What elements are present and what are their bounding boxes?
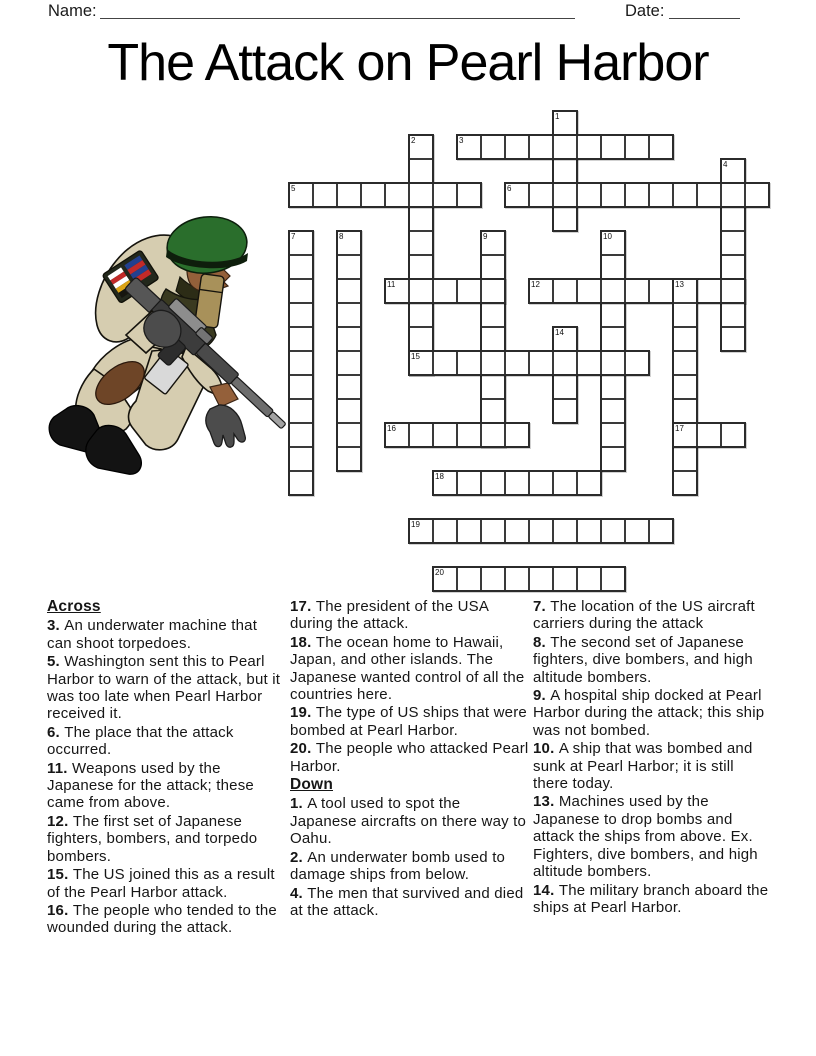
cell-divider — [290, 302, 312, 304]
cell-divider — [408, 424, 410, 446]
cell-divider — [338, 446, 360, 448]
cell-divider — [552, 352, 554, 374]
cell-divider — [602, 446, 624, 448]
cell-divider — [528, 520, 530, 542]
cell-divider — [602, 326, 624, 328]
cell-divider — [338, 302, 360, 304]
cell-divider — [504, 352, 506, 374]
cell-divider — [624, 136, 626, 158]
word-6-across[interactable] — [504, 182, 770, 208]
cell-divider — [600, 136, 602, 158]
cell-divider — [528, 184, 530, 206]
cell-divider — [338, 350, 360, 352]
cell-divider — [722, 254, 744, 256]
cell-divider — [722, 230, 744, 232]
cell-number-6: 6 — [507, 183, 512, 193]
across-clue-19: 19. The type of US ships that were bombed at Pearl Harbor. — [290, 704, 527, 739]
cell-divider — [456, 472, 458, 494]
down-clue-13: 13. Machines used by the Japanese to drop bombs and attack the ships from above. Ex. Fighters, dive bombers, and high altitude bombers. — [533, 793, 758, 881]
word-18-across[interactable] — [432, 470, 602, 496]
cell-divider — [576, 568, 578, 590]
across-clue-20: 20. The people who attacked Pearl Harbor. — [290, 740, 529, 775]
across-clue-6: 6. The place that the attack occurred. — [47, 723, 234, 759]
cell-divider — [648, 520, 650, 542]
cell-number-1: 1 — [555, 111, 560, 121]
cell-divider — [674, 302, 696, 304]
cell-divider — [480, 568, 482, 590]
across-clue-3: 3. An underwater machine that can shoot torpedoes. — [47, 617, 258, 652]
cell-divider — [602, 422, 624, 424]
cell-divider — [410, 230, 432, 232]
cell-divider — [384, 184, 386, 206]
down-heading: Down — [290, 776, 333, 794]
date-blank-line[interactable] — [669, 2, 740, 19]
word-13-down[interactable] — [672, 278, 698, 496]
cell-divider — [456, 184, 458, 206]
cell-number-5: 5 — [291, 183, 296, 193]
cell-divider — [576, 352, 578, 374]
cell-divider — [674, 398, 696, 400]
cell-divider — [338, 422, 360, 424]
soldier-boot-right — [86, 425, 142, 474]
name-label: Name: — [48, 2, 97, 20]
cell-divider — [600, 184, 602, 206]
word-8-down[interactable] — [336, 230, 362, 472]
across-clue-15: 15. The US joined this as a result of the Pearl Harbor attack. — [47, 866, 275, 901]
cell-number-14: 14 — [555, 327, 564, 337]
cell-divider — [552, 568, 554, 590]
clue-column-3 — [533, 598, 773, 917]
down-clue-1: 1. A tool used to spot the Japanese aircrafts on there way to Oahu. — [290, 795, 527, 848]
down-clue-4: 4. The men that survived and died at the attack. — [290, 884, 524, 919]
across-clue-17: 17. The president of the USA during the attack. — [290, 598, 489, 633]
cell-divider — [624, 520, 626, 542]
word-16-across[interactable] — [384, 422, 530, 448]
across-heading: Across — [47, 598, 101, 615]
cell-divider — [552, 184, 554, 206]
cell-divider — [722, 326, 744, 328]
cell-divider — [482, 254, 504, 256]
cell-divider — [338, 326, 360, 328]
cell-divider — [552, 520, 554, 542]
cell-divider — [648, 136, 650, 158]
cell-divider — [504, 520, 506, 542]
cell-divider — [504, 136, 506, 158]
cell-divider — [456, 352, 458, 374]
cell-divider — [338, 398, 360, 400]
cell-number-3: 3 — [459, 135, 464, 145]
cell-divider — [576, 280, 578, 302]
cell-divider — [432, 280, 434, 302]
word-11-across[interactable] — [384, 278, 506, 304]
cell-number-17: 17 — [675, 423, 684, 433]
cell-divider — [290, 326, 312, 328]
clue-column-1 — [47, 598, 285, 938]
cell-divider — [312, 184, 314, 206]
cell-divider — [410, 158, 432, 160]
cell-divider — [504, 568, 506, 590]
cell-divider — [600, 520, 602, 542]
cell-divider — [602, 398, 624, 400]
cell-number-20: 20 — [435, 567, 444, 577]
cell-divider — [410, 254, 432, 256]
cell-divider — [672, 184, 674, 206]
cell-divider — [674, 350, 696, 352]
cell-divider — [432, 352, 434, 374]
cell-divider — [576, 136, 578, 158]
cell-divider — [720, 184, 722, 206]
cell-divider — [648, 280, 650, 302]
cell-divider — [290, 446, 312, 448]
soldier-illustration — [40, 213, 290, 485]
name-blank-line[interactable] — [100, 2, 575, 19]
cell-divider — [456, 568, 458, 590]
across-clue-18: 18. The ocean home to Hawaii, Japan, and other islands. The Japanese wanted control of all the countries here. — [290, 633, 525, 704]
cell-divider — [648, 184, 650, 206]
cell-divider — [552, 280, 554, 302]
cell-divider — [576, 184, 578, 206]
cell-divider — [290, 422, 312, 424]
cell-divider — [600, 568, 602, 590]
cell-divider — [554, 398, 576, 400]
cell-divider — [624, 280, 626, 302]
word-20-across[interactable] — [432, 566, 626, 592]
cell-divider — [480, 520, 482, 542]
date-label: Date: — [625, 2, 665, 20]
cell-number-10: 10 — [603, 231, 612, 241]
cell-divider — [552, 472, 554, 494]
word-19-across[interactable] — [408, 518, 674, 544]
clue-column-2 — [290, 598, 530, 920]
cell-divider — [482, 398, 504, 400]
cell-divider — [432, 184, 434, 206]
cell-divider — [528, 472, 530, 494]
across-clue-5: 5. Washington sent this to Pearl Harbor to warn of the attack, but it was too late when Pearl Harbor received it. — [47, 653, 281, 723]
cell-divider — [290, 350, 312, 352]
cell-divider — [720, 424, 722, 446]
cell-divider — [338, 374, 360, 376]
cell-divider — [696, 424, 698, 446]
cell-divider — [504, 424, 506, 446]
cell-divider — [456, 280, 458, 302]
cell-number-8: 8 — [339, 231, 344, 241]
cell-divider — [290, 470, 312, 472]
cell-divider — [338, 278, 360, 280]
cell-divider — [504, 472, 506, 494]
cell-number-15: 15 — [411, 351, 420, 361]
cell-divider — [696, 184, 698, 206]
cell-divider — [290, 374, 312, 376]
cell-divider — [432, 424, 434, 446]
word-12-across[interactable] — [528, 278, 746, 304]
cell-divider — [576, 472, 578, 494]
down-clue-7: 7. The location of the US aircraft carriers during the attack — [533, 598, 755, 633]
cell-number-2: 2 — [411, 135, 416, 145]
cell-number-13: 13 — [675, 279, 684, 289]
soldier-ground-hand — [206, 405, 246, 447]
word-1-down[interactable] — [552, 110, 578, 232]
word-7-down[interactable] — [288, 230, 314, 496]
down-clue-10: 10. A ship that was bombed and sunk at Pearl Harbor; it is still there today. — [533, 740, 753, 793]
cell-divider — [674, 326, 696, 328]
cell-number-18: 18 — [435, 471, 444, 481]
down-clue-9: 9. A hospital ship docked at Pearl Harbor during the attack; this ship was not bombed. — [533, 687, 765, 739]
cell-divider — [480, 280, 482, 302]
page-title: The Attack on Pearl Harbor — [107, 34, 709, 92]
down-clue-14: 14. The military branch aboard the ships at Pearl Harbor. — [533, 881, 769, 916]
cell-divider — [480, 472, 482, 494]
across-clue-11: 11. Weapons used by the Japanese for the attack; these came from above. — [47, 759, 254, 812]
cell-divider — [290, 278, 312, 280]
cell-divider — [528, 568, 530, 590]
cell-number-4: 4 — [723, 159, 728, 169]
cell-divider — [744, 184, 746, 206]
cell-divider — [480, 136, 482, 158]
cell-number-11: 11 — [387, 279, 396, 289]
cell-divider — [336, 184, 338, 206]
cell-divider — [576, 520, 578, 542]
cell-divider — [552, 136, 554, 158]
cell-divider — [600, 280, 602, 302]
word-3-across[interactable] — [456, 134, 674, 160]
word-9-down[interactable] — [480, 230, 506, 448]
cell-divider — [456, 424, 458, 446]
cell-divider — [528, 136, 530, 158]
crossword-grid[interactable] — [288, 110, 772, 594]
cell-divider — [480, 424, 482, 446]
cell-divider — [674, 374, 696, 376]
cell-divider — [600, 352, 602, 374]
cell-number-12: 12 — [531, 279, 540, 289]
word-2-down[interactable] — [408, 134, 434, 376]
word-5-across[interactable] — [288, 182, 482, 208]
down-clue-8: 8. The second set of Japanese fighters, dive bombers, and high altitude bombers. — [533, 633, 753, 686]
cell-divider — [528, 352, 530, 374]
cell-divider — [602, 254, 624, 256]
cell-number-9: 9 — [483, 231, 488, 241]
cell-divider — [456, 520, 458, 542]
cell-divider — [408, 184, 410, 206]
cell-divider — [408, 280, 410, 302]
cell-divider — [482, 326, 504, 328]
across-clue-16: 16. The people who tended to the wounded during the attack. — [47, 901, 277, 937]
down-clue-2: 2. An underwater bomb used to damage ships from below. — [290, 848, 506, 884]
cell-divider — [290, 254, 312, 256]
word-15-across[interactable] — [408, 350, 650, 376]
cell-divider — [674, 470, 696, 472]
cell-divider — [360, 184, 362, 206]
cell-divider — [624, 184, 626, 206]
cell-divider — [624, 352, 626, 374]
cell-number-16: 16 — [387, 423, 396, 433]
cell-divider — [432, 520, 434, 542]
cell-divider — [410, 326, 432, 328]
across-clue-12: 12. The first set of Japanese fighters, bombers, and torpedo bombers. — [47, 812, 258, 865]
cell-number-7: 7 — [291, 231, 296, 241]
cell-divider — [480, 352, 482, 374]
cell-divider — [720, 280, 722, 302]
cell-divider — [290, 398, 312, 400]
cell-number-19: 19 — [411, 519, 420, 529]
cell-divider — [338, 254, 360, 256]
